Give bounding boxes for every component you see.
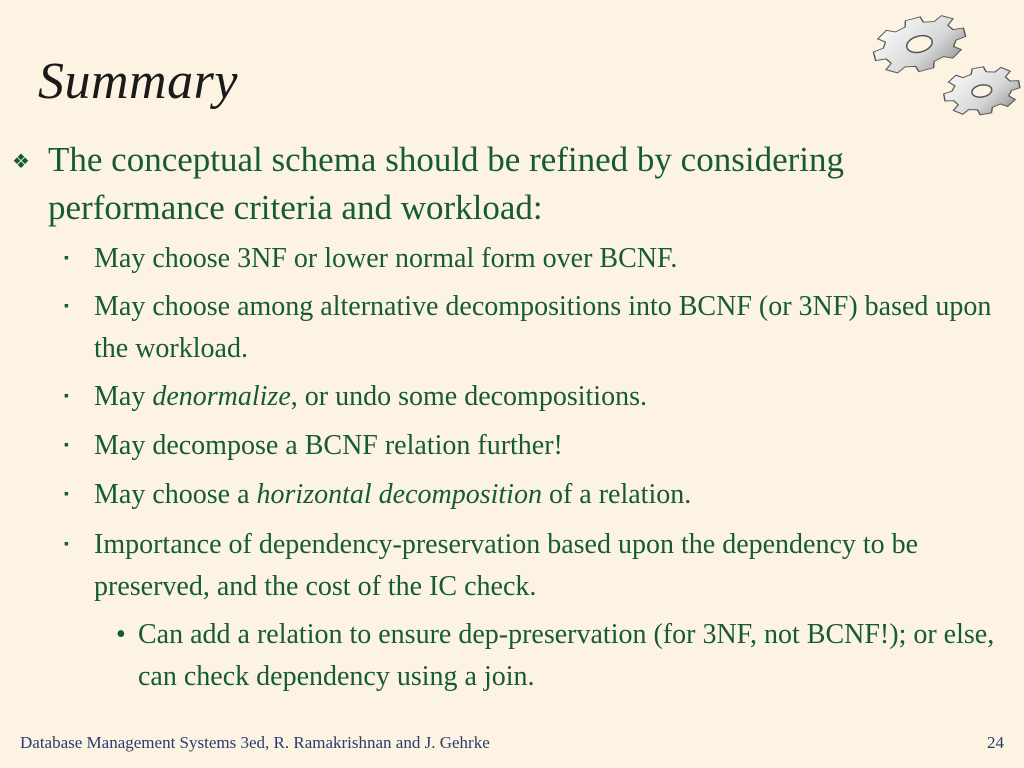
- emphasis-term: denormalize: [152, 381, 291, 412]
- sub-bullet-text: of a relation.: [541, 479, 692, 510]
- square-bullet-icon: ▪: [64, 537, 69, 552]
- sub-bullet: [64, 286, 994, 370]
- sub-bullet: [64, 376, 994, 418]
- sub-bullet-text: May decompose a BCNF relation further!: [94, 430, 563, 461]
- page-number: 24: [987, 733, 1004, 752]
- square-bullet-icon: ▪: [64, 438, 69, 453]
- footer-citation: Database Management Systems 3ed, R. Ramakrishnan and J. Gehrke: [20, 733, 490, 752]
- square-bullet-icon: ▪: [64, 487, 69, 502]
- sub-sub-bullet-text: Can add a relation to ensure dep-preservation (for 3NF, not BCNF!); or else, can check dependency using a join.: [138, 619, 995, 692]
- sub-bullet: [64, 425, 994, 467]
- slide-title: Summary: [38, 53, 238, 110]
- square-bullet-icon: ▪: [64, 251, 69, 266]
- sub-sub-bullet: [116, 614, 998, 698]
- main-bullet: [12, 136, 988, 232]
- sub-bullet-text: Importance of dependency-preservation based upon the dependency to be preserved, and the cost of the IC check.: [94, 529, 919, 602]
- square-bullet-icon: ▪: [64, 389, 69, 404]
- sub-bullet-text: May: [94, 381, 153, 412]
- diamond-bullet-icon: ❖: [12, 151, 30, 173]
- dot-bullet-icon: •: [116, 619, 126, 650]
- square-bullet-icon: ▪: [64, 299, 69, 314]
- emphasis-term: horizontal decomposition: [256, 479, 542, 510]
- sub-bullet: [64, 524, 994, 608]
- sub-bullet-text: , or undo some decompositions.: [290, 381, 647, 412]
- gears-icon: [854, 0, 1024, 130]
- sub-bullet-text: May choose among alternative decompositions into BCNF (or 3NF) based upon the workload.: [94, 291, 992, 364]
- sub-bullet-text: May choose 3NF or lower normal form over BCNF.: [94, 243, 678, 274]
- main-bullet-text: The conceptual schema should be refined by considering performance criteria and workload:: [48, 140, 844, 227]
- sub-bullet-text: May choose a: [94, 479, 257, 510]
- sub-bullet: [64, 238, 994, 280]
- sub-bullet: [64, 474, 994, 516]
